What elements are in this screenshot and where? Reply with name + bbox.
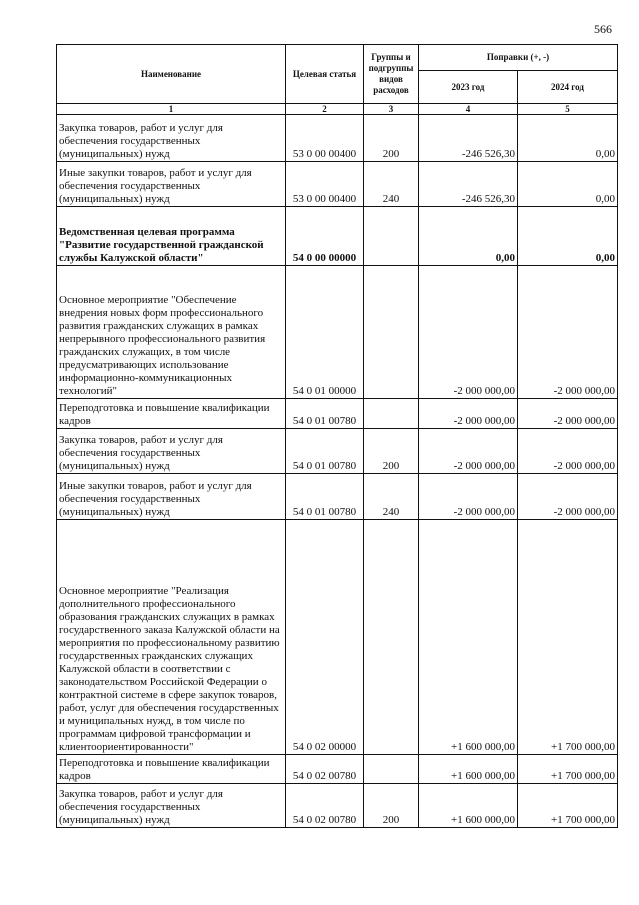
row-target-code: 54 0 01 00780 (286, 429, 364, 474)
column-number: 4 (419, 104, 518, 115)
table-row (57, 474, 618, 520)
row-name: Закупка товаров, работ и услуг для обеспечения государственных (муниципальных) нужд (57, 429, 286, 474)
column-number-row (57, 104, 618, 115)
row-group (364, 755, 419, 784)
row-value-2024: 0,00 (518, 115, 618, 162)
header-target: Целевая статья (286, 45, 364, 104)
page-number: 566 (594, 22, 612, 36)
row-value-2023: -2 000 000,00 (419, 399, 518, 429)
row-value-2024: -2 000 000,00 (518, 399, 618, 429)
table-row (57, 399, 618, 429)
row-value-2023: +1 600 000,00 (419, 784, 518, 828)
row-value-2024: -2 000 000,00 (518, 429, 618, 474)
header-groups: Группы и подгруппы видов расходов (364, 45, 419, 104)
table-row (57, 755, 618, 784)
row-group (364, 207, 419, 266)
row-group: 200 (364, 429, 419, 474)
table-row (57, 266, 618, 399)
row-value-2023: -2 000 000,00 (419, 429, 518, 474)
row-value-2024: 0,00 (518, 207, 618, 266)
table-row (57, 784, 618, 828)
row-name: Основное мероприятие "Обеспечение внедрения новых форм профессионального развития гражданских служащих в рамках непрерывного профессионального развития гражданских служащих, в том числе предусматривающих использование информационно-коммуникационных технологий" (57, 266, 286, 399)
row-value-2023: -2 000 000,00 (419, 266, 518, 399)
row-name: Переподготовка и повышение квалификации кадров (57, 399, 286, 429)
budget-amendments-table (56, 44, 618, 828)
row-group (364, 399, 419, 429)
row-name: Ведомственная целевая программа "Развитие государственной гражданской службы Калужской области" (57, 207, 286, 266)
row-target-code: 54 0 02 00780 (286, 784, 364, 828)
header-2023: 2023 год (419, 71, 518, 104)
header-2024: 2024 год (518, 71, 618, 104)
row-group: 200 (364, 784, 419, 828)
row-group: 200 (364, 115, 419, 162)
header-name: Наименование (57, 45, 286, 104)
table-row (57, 115, 618, 162)
column-number: 3 (364, 104, 419, 115)
row-name: Переподготовка и повышение квалификации кадров (57, 755, 286, 784)
row-value-2023: -246 526,30 (419, 162, 518, 207)
row-group (364, 520, 419, 755)
row-value-2024: -2 000 000,00 (518, 474, 618, 520)
header-amendments: Поправки (+, -) (419, 45, 618, 71)
row-value-2023: +1 600 000,00 (419, 755, 518, 784)
row-target-code: 54 0 01 00780 (286, 474, 364, 520)
row-value-2024: +1 700 000,00 (518, 755, 618, 784)
row-name: Иные закупки товаров, работ и услуг для обеспечения государственных (муниципальных) нужд (57, 162, 286, 207)
row-value-2023: -2 000 000,00 (419, 474, 518, 520)
row-target-code: 54 0 00 00000 (286, 207, 364, 266)
row-target-code: 54 0 02 00780 (286, 755, 364, 784)
column-number: 2 (286, 104, 364, 115)
table-row (57, 207, 618, 266)
row-target-code: 54 0 01 00000 (286, 266, 364, 399)
row-name: Закупка товаров, работ и услуг для обеспечения государственных (муниципальных) нужд (57, 784, 286, 828)
row-value-2024: -2 000 000,00 (518, 266, 618, 399)
row-value-2023: 0,00 (419, 207, 518, 266)
table-row (57, 162, 618, 207)
row-target-code: 54 0 02 00000 (286, 520, 364, 755)
row-name: Основное мероприятие "Реализация дополнительного профессионального образования гражданских служащих в рамках государственного заказа Калужской области на мероприятия по профессиональному развитию государственных гражданских служащих Калужской области в соответствии с законодательством Российской Федерации о контрактной системе в сфере закупок товаров, работ, услуг для обеспечения государственных и муниципальных нужд, в том числе по программам цифровой трансформации и клиентоориентированности" (57, 520, 286, 755)
row-target-code: 53 0 00 00400 (286, 162, 364, 207)
row-target-code: 54 0 01 00780 (286, 399, 364, 429)
row-name: Закупка товаров, работ и услуг для обеспечения государственных (муниципальных) нужд (57, 115, 286, 162)
row-value-2024: +1 700 000,00 (518, 520, 618, 755)
row-value-2024: 0,00 (518, 162, 618, 207)
column-number: 1 (57, 104, 286, 115)
row-value-2023: -246 526,30 (419, 115, 518, 162)
table-row (57, 520, 618, 755)
row-target-code: 53 0 00 00400 (286, 115, 364, 162)
column-number: 5 (518, 104, 618, 115)
table-row (57, 429, 618, 474)
row-name: Иные закупки товаров, работ и услуг для обеспечения государственных (муниципальных) нужд (57, 474, 286, 520)
row-group: 240 (364, 474, 419, 520)
row-group: 240 (364, 162, 419, 207)
row-value-2023: +1 600 000,00 (419, 520, 518, 755)
row-value-2024: +1 700 000,00 (518, 784, 618, 828)
row-group (364, 266, 419, 399)
